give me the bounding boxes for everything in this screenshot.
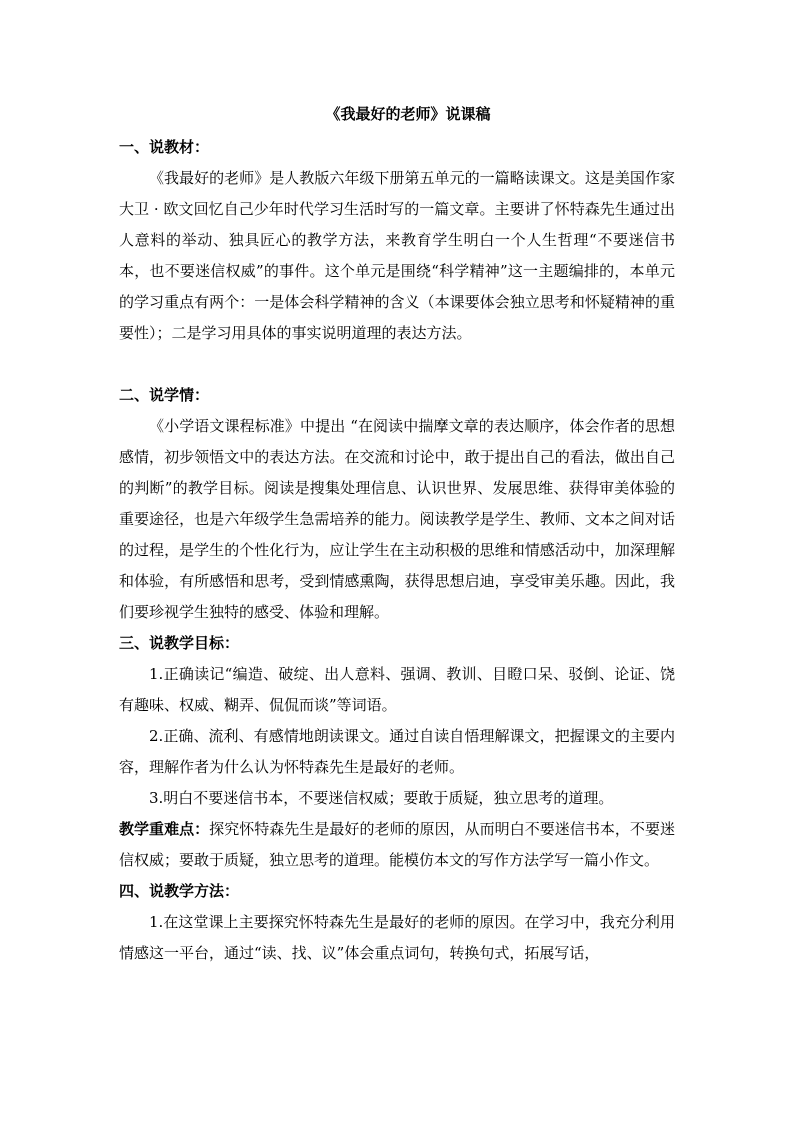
document-title: 《我最好的老师》说课稿 bbox=[325, 105, 491, 123]
key-difficulty-text: 探究怀特森先生是最好的老师的原因，从而明白不要迷信书本，不要迷信权威；要敢于质疑，独立思考的道理。能模仿本文的写作方法学写一篇小作文。 bbox=[119, 820, 675, 869]
section-heading-goals: 三、说教学目标： bbox=[119, 634, 240, 652]
key-difficulty-label: 教学重难点： bbox=[119, 820, 210, 838]
method-item-1: 1.在这堂课上主要探究怀特森先生是最好的老师的原因。在学习中，我充分利用情感这一平台，通过“读、找、议”体会重点词句，转换句式，拓展写话， bbox=[119, 913, 675, 962]
section-paragraph-textbook: 《我最好的老师》是人教版六年级下册第五单元的一篇略读课文。这是美国作家大卫 · 欧文回忆自己少年时代学习生活时写的一篇文章。主要讲了怀特森先生通过出人意料的举动、独具匠心的教学方法，来教育学生明白一个人生哲理“不要迷信书本，也不要迷信权威”的事件。这个单元是围绕“科学精神”这一主题编排的，本单元的学习重点有两个：一是体会科学精神的含义（本课要体会独立思考和怀疑精神的重要性）；二是学习用具体的事实说明道理的表达方法。 bbox=[119, 169, 675, 342]
goal-item-1: 1.正确读记“编造、破绽、出人意料、强调、教训、目瞪口呆、驳倒、论证、饶有趣味、权威、糊弄、侃侃而谈”等词语。 bbox=[119, 665, 675, 714]
section-paragraph-students: 《小学语文课程标准》中提出 “在阅读中揣摩文章的表达顺序，体会作者的思想感情，初步领悟文中的表达方法。在交流和讨论中，敢于提出自己的看法，做出自己的判断”的教学目标。阅读是搜集处理信息、认识世界、发展思维、获得审美体验的重要途径，也是六年级学生急需培养的能力。阅读教学是学生、教师、文本之间对话的过程，是学生的个性化行为，应让学生在主动积极的思维和情感活动中，加深理解和体验，有所感悟和思考，受到情感熏陶，获得思想启迪，享受审美乐趣。因此，我们要珍视学生独特的感受、体验和理解。 bbox=[119, 417, 675, 621]
section-heading-students: 二、说学情： bbox=[119, 386, 210, 404]
document-body bbox=[119, 96, 675, 969]
blank-line bbox=[119, 349, 675, 380]
section-heading-textbook: 一、说教材： bbox=[119, 138, 210, 156]
key-difficulty-paragraph bbox=[119, 814, 675, 876]
goal-item-2: 2.正确、流利、有感情地朗读课文。通过自读自悟理解课文，把握课文的主要内容，理解作者为什么认为怀特森先生是最好的老师。 bbox=[119, 727, 675, 776]
goal-item-3: 3.明白不要迷信书本，不要迷信权威；要敢于质疑，独立思考的道理。 bbox=[149, 789, 614, 807]
section-heading-methods: 四、说教学方法： bbox=[119, 882, 240, 900]
